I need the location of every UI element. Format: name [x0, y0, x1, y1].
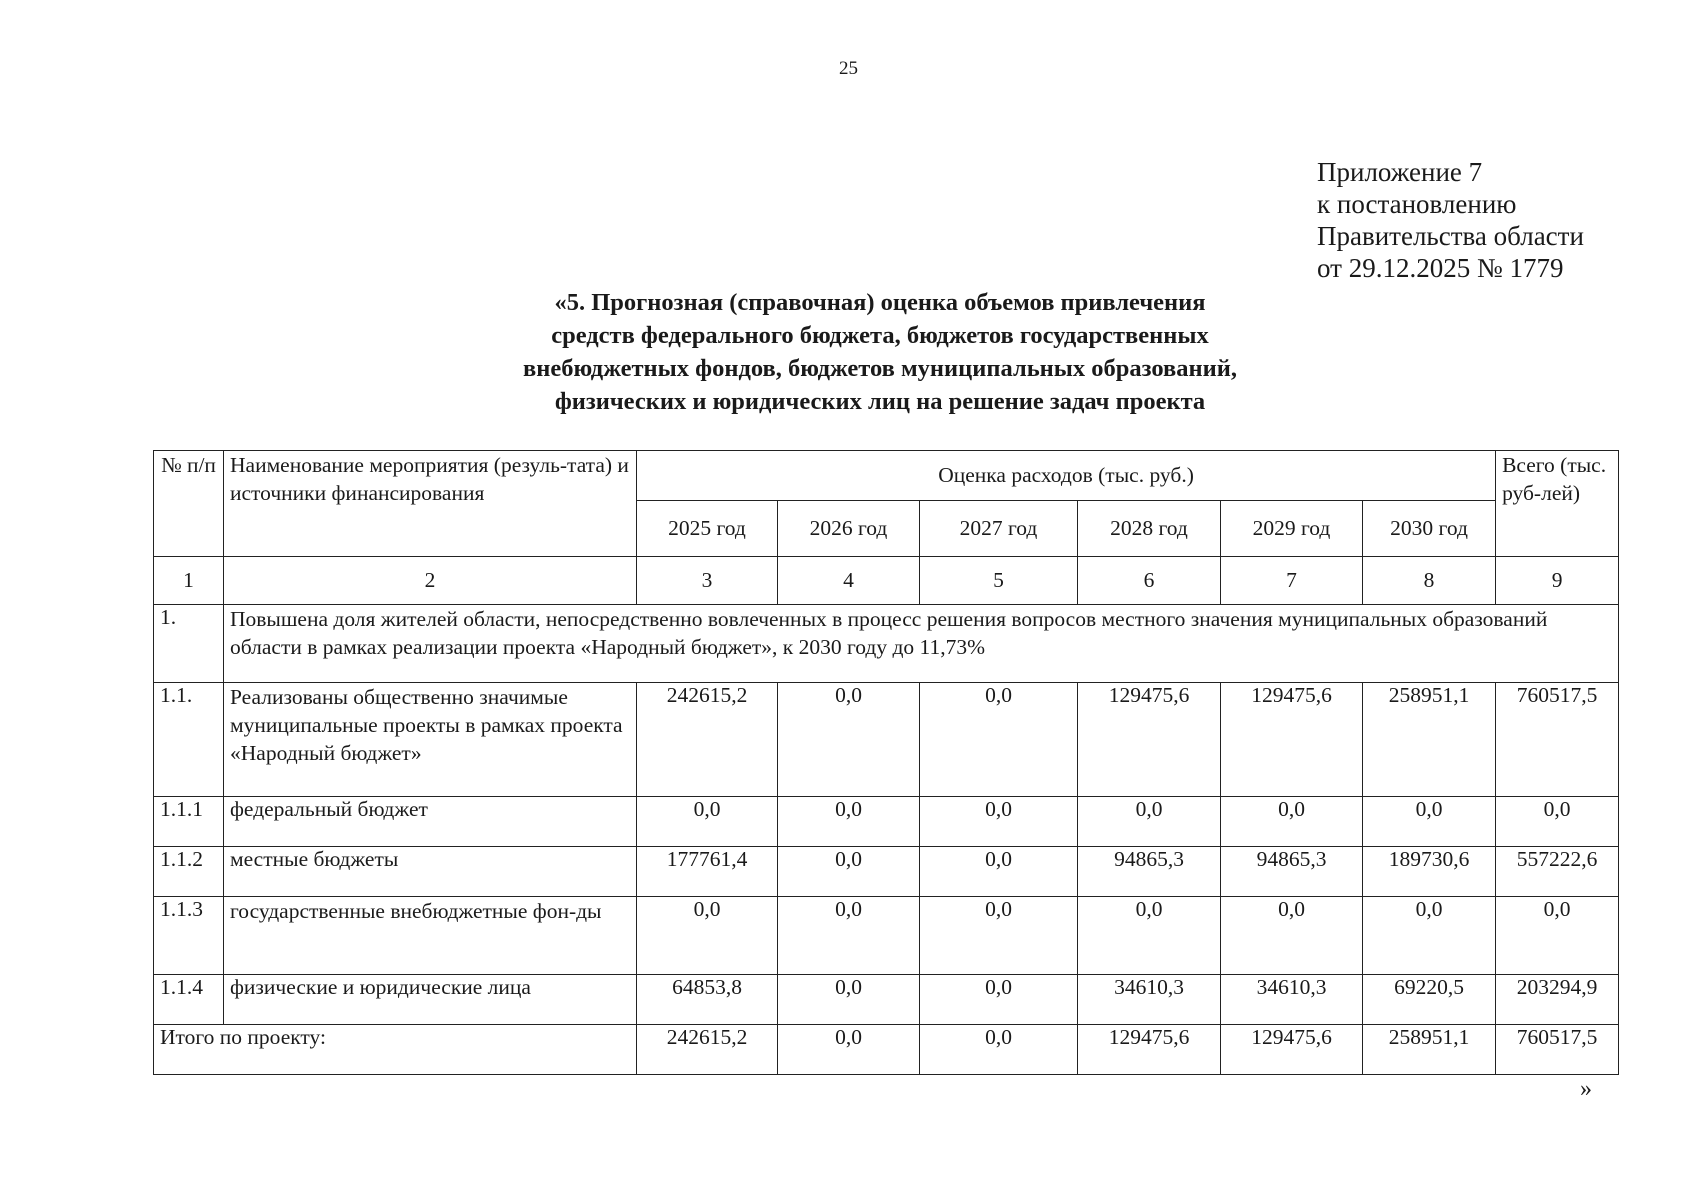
row-value: 0,0 — [1221, 897, 1363, 975]
column-number: 2 — [224, 557, 637, 605]
budget-table — [153, 450, 1619, 1075]
column-number-row — [154, 557, 1619, 605]
row-value: 0,0 — [778, 797, 920, 847]
row-name: местные бюджеты — [224, 847, 637, 897]
row-value: 557222,6 — [1496, 847, 1619, 897]
row-value: 34610,3 — [1221, 975, 1363, 1025]
row-value: 0,0 — [1078, 897, 1221, 975]
row-value: 0,0 — [637, 897, 778, 975]
row-value: 0,0 — [778, 847, 920, 897]
row-value: 0,0 — [1496, 897, 1619, 975]
row-value: 129475,6 — [1221, 683, 1363, 797]
document-title — [380, 286, 1380, 418]
row-value: 189730,6 — [1363, 847, 1496, 897]
table-body — [154, 605, 1619, 1075]
total-value: 129475,6 — [1221, 1025, 1363, 1075]
row-value: 0,0 — [1078, 797, 1221, 847]
appendix-line: к постановлению — [1317, 189, 1517, 219]
header-year: 2029 год — [1221, 501, 1363, 557]
column-number: 7 — [1221, 557, 1363, 605]
row-name: государственные внебюджетные фон-ды — [224, 897, 637, 975]
header-estimate: Оценка расходов (тыс. руб.) — [637, 451, 1496, 501]
row-value: 0,0 — [1363, 797, 1496, 847]
row-num: 1.1.3 — [154, 897, 224, 975]
appendix-line: от 29.12.2025 № 1779 — [1317, 253, 1564, 283]
row-value: 0,0 — [637, 797, 778, 847]
header-year: 2028 год — [1078, 501, 1221, 557]
row-value: 94865,3 — [1221, 847, 1363, 897]
section-num: 1. — [154, 605, 224, 683]
closing-quote: » — [1580, 1076, 1592, 1102]
row-num: 1.1.1 — [154, 797, 224, 847]
total-value: 242615,2 — [637, 1025, 778, 1075]
title-line: «5. Прогнозная (справочная) оценка объемов привлечения — [554, 289, 1206, 316]
row-value: 0,0 — [920, 897, 1078, 975]
row-value: 0,0 — [920, 847, 1078, 897]
row-value: 0,0 — [778, 683, 920, 797]
appendix-line: Приложение 7 — [1317, 157, 1483, 187]
section-text: Повышена доля жителей области, непосредственно вовлеченных в процесс решения вопросов местного значения муниципальных образований области в рамках реализации проекта «Народный бюджет», к 2030 году до 11,73% — [224, 605, 1619, 683]
row-value: 0,0 — [920, 797, 1078, 847]
row-value: 760517,5 — [1496, 683, 1619, 797]
row-value: 242615,2 — [637, 683, 778, 797]
row-value: 94865,3 — [1078, 847, 1221, 897]
table-row — [154, 683, 1619, 797]
row-name: физические и юридические лица — [224, 975, 637, 1025]
row-value: 69220,5 — [1363, 975, 1496, 1025]
header-year: 2025 год — [637, 501, 778, 557]
total-value: 760517,5 — [1496, 1025, 1619, 1075]
row-num: 1.1.2 — [154, 847, 224, 897]
row-value: 129475,6 — [1078, 683, 1221, 797]
total-label: Итого по проекту: — [154, 1025, 637, 1075]
row-num: 1.1.4 — [154, 975, 224, 1025]
row-value: 0,0 — [778, 897, 920, 975]
row-value: 0,0 — [1221, 797, 1363, 847]
title-line: физических и юридических лиц на решение задач проекта — [554, 388, 1206, 415]
title-line: средств федерального бюджета, бюджетов государственных — [551, 322, 1209, 349]
column-number: 5 — [920, 557, 1078, 605]
total-value: 129475,6 — [1078, 1025, 1221, 1075]
row-name: Реализованы общественно значимые муниципальные проекты в рамках проекта «Народный бюджет» — [224, 683, 637, 797]
page-number: 25 — [839, 58, 858, 79]
table-row — [154, 897, 1619, 975]
total-row — [154, 1025, 1619, 1075]
row-value: 0,0 — [1363, 897, 1496, 975]
column-number: 9 — [1496, 557, 1619, 605]
header-year: 2030 год — [1363, 501, 1496, 557]
title-line: внебюджетных фондов, бюджетов муниципальных образований, — [523, 355, 1237, 382]
row-value: 0,0 — [778, 975, 920, 1025]
table-row — [154, 847, 1619, 897]
row-value: 64853,8 — [637, 975, 778, 1025]
appendix-note — [1317, 156, 1584, 284]
row-value: 203294,9 — [1496, 975, 1619, 1025]
header-year: 2026 год — [778, 501, 920, 557]
total-value: 0,0 — [920, 1025, 1078, 1075]
row-name: федеральный бюджет — [224, 797, 637, 847]
column-number: 3 — [637, 557, 778, 605]
header-name: Наименование мероприятия (резуль-тата) и источники финансирования — [224, 451, 637, 557]
total-value: 258951,1 — [1363, 1025, 1496, 1075]
table-row — [154, 797, 1619, 847]
appendix-line: Правительства области — [1317, 221, 1584, 251]
row-num: 1.1. — [154, 683, 224, 797]
row-value: 34610,3 — [1078, 975, 1221, 1025]
section-row — [154, 605, 1619, 683]
table-header — [154, 451, 1619, 605]
row-value: 0,0 — [920, 975, 1078, 1025]
header-num: № п/п — [154, 451, 224, 557]
total-value: 0,0 — [778, 1025, 920, 1075]
column-number: 8 — [1363, 557, 1496, 605]
header-total: Всего (тыс. руб-лей) — [1496, 451, 1619, 557]
header-year: 2027 год — [920, 501, 1078, 557]
row-value: 0,0 — [1496, 797, 1619, 847]
column-number: 6 — [1078, 557, 1221, 605]
table-row — [154, 975, 1619, 1025]
column-number: 4 — [778, 557, 920, 605]
column-number: 1 — [154, 557, 224, 605]
row-value: 177761,4 — [637, 847, 778, 897]
row-value: 258951,1 — [1363, 683, 1496, 797]
row-value: 0,0 — [920, 683, 1078, 797]
